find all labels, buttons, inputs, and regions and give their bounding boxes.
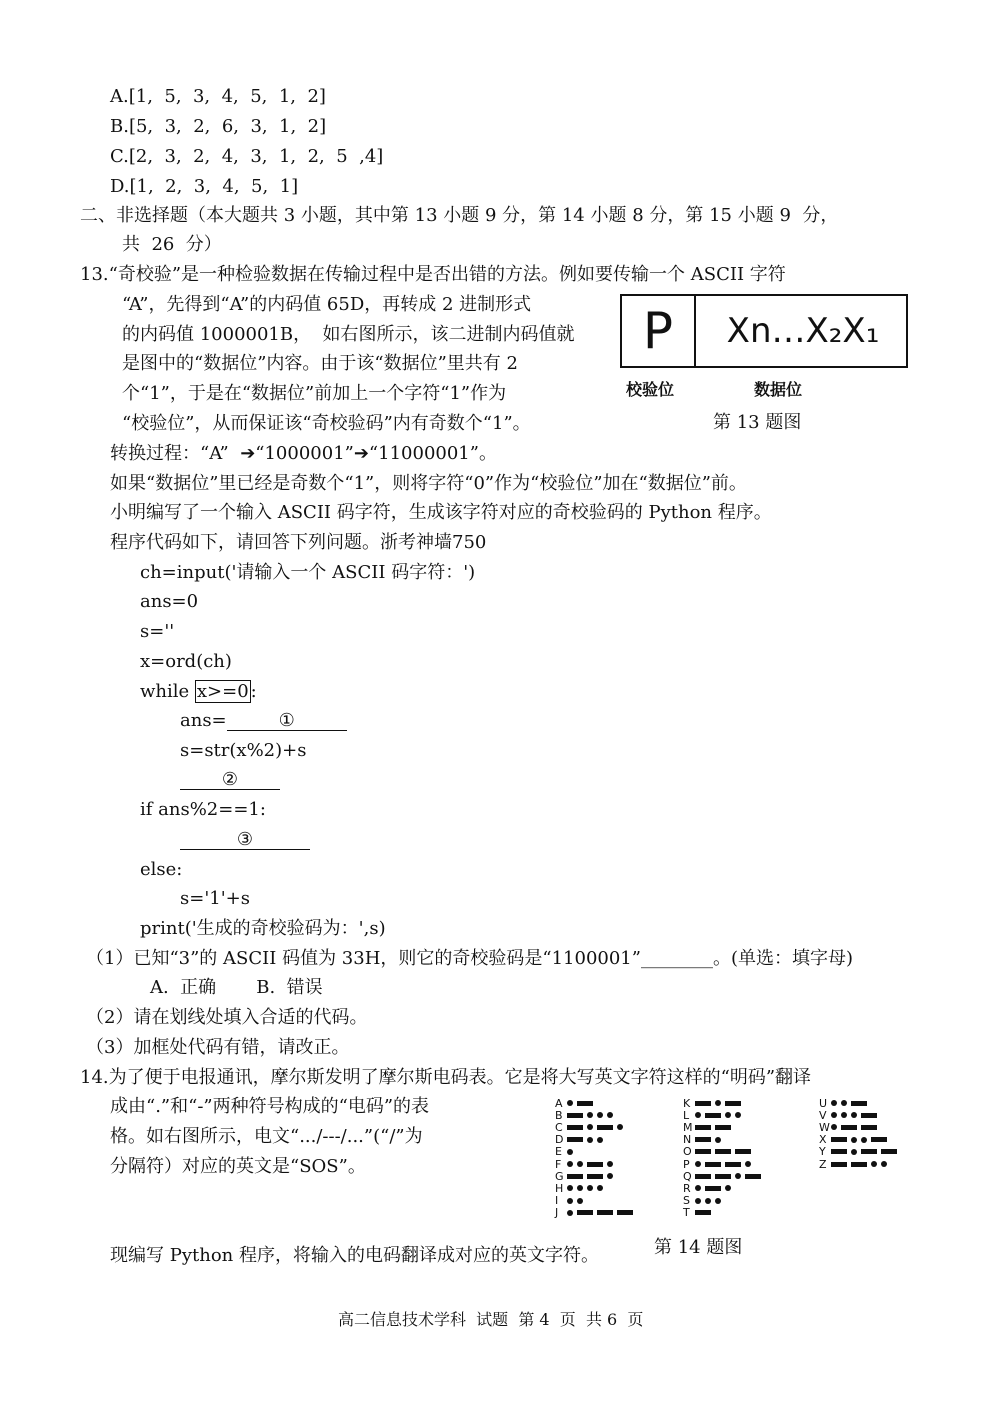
- morse-dot: [567, 1198, 573, 1204]
- morse-dot: [851, 1149, 857, 1155]
- data-bit-label: 数据位: [754, 380, 803, 399]
- morse-letter: Z: [819, 1157, 827, 1171]
- morse-dot: [695, 1185, 701, 1191]
- morse-row-m: [683, 1121, 735, 1133]
- q13-sub-1-options: A. 正确 B. 错误: [150, 977, 323, 998]
- morse-letter: B: [555, 1108, 563, 1122]
- parity-bit-cell: P: [622, 296, 696, 366]
- morse-row-b: [555, 1109, 617, 1121]
- morse-dot: [725, 1112, 731, 1118]
- morse-letter: V: [819, 1108, 827, 1122]
- option-a: A.[1, 5, 3, 4, 5, 1, 2]: [110, 86, 326, 107]
- morse-dash: [567, 1174, 583, 1179]
- morse-dash: [831, 1137, 847, 1142]
- morse-dot: [597, 1185, 603, 1191]
- morse-dash: [851, 1162, 867, 1167]
- figure-14-caption: 第 14 题图: [654, 1237, 743, 1258]
- morse-row-q: [683, 1170, 765, 1182]
- morse-dot: [567, 1100, 573, 1106]
- morse-dot: [725, 1185, 731, 1191]
- ans-assign-text: ans=: [180, 710, 227, 731]
- morse-row-o: [683, 1146, 755, 1158]
- morse-row-j: [555, 1207, 637, 1219]
- morse-row-z: [819, 1158, 891, 1170]
- morse-letter: N: [683, 1133, 692, 1147]
- morse-letter: D: [555, 1133, 564, 1147]
- morse-dot: [607, 1161, 613, 1167]
- section-heading-cont: 共 26 分）: [122, 234, 222, 255]
- morse-dash: [695, 1125, 711, 1130]
- code-line-blank-3: [180, 829, 310, 851]
- morse-dot: [567, 1185, 573, 1191]
- morse-dash: [841, 1125, 857, 1130]
- morse-dot: [587, 1112, 593, 1118]
- morse-dash: [597, 1125, 613, 1130]
- morse-row-g: [555, 1170, 617, 1182]
- morse-dot: [577, 1161, 583, 1167]
- morse-row-u: [819, 1097, 871, 1109]
- page-footer: 高二信息技术学科 试题 第 4 页 共 6 页: [338, 1310, 644, 1329]
- morse-dot: [597, 1137, 603, 1143]
- morse-letter: X: [819, 1133, 827, 1147]
- morse-dot: [735, 1173, 741, 1179]
- q14-line-5: 现编写 Python 程序，将输入的电码翻译成对应的英文字符。: [110, 1245, 599, 1266]
- parity-figure: [620, 294, 908, 368]
- morse-row-x: [819, 1134, 891, 1146]
- morse-dash: [725, 1101, 741, 1106]
- morse-dash: [695, 1149, 711, 1154]
- morse-dash: [861, 1125, 877, 1130]
- morse-letter: Q: [683, 1169, 692, 1183]
- morse-dash: [695, 1174, 711, 1179]
- data-bits-cell: Xn…X₂X₁: [726, 311, 880, 351]
- morse-dot: [587, 1124, 593, 1130]
- morse-dot: [831, 1124, 837, 1130]
- morse-letter: H: [555, 1181, 564, 1195]
- morse-dash: [695, 1101, 711, 1106]
- morse-dash: [831, 1149, 847, 1154]
- morse-dash: [567, 1137, 583, 1142]
- morse-dot: [617, 1124, 623, 1130]
- morse-dot: [587, 1137, 593, 1143]
- morse-row-y: [819, 1146, 901, 1158]
- morse-dot: [745, 1161, 751, 1167]
- morse-dot: [695, 1161, 701, 1167]
- code-line-ans-assign: [180, 710, 347, 732]
- morse-dot: [881, 1161, 887, 1167]
- q13-sub-3: （3）加框处代码有错，请改正。: [86, 1037, 350, 1058]
- morse-row-w: [819, 1121, 881, 1133]
- morse-row-f: [555, 1158, 617, 1170]
- morse-letter: F: [555, 1157, 562, 1171]
- morse-dash: [567, 1125, 583, 1130]
- q14-line-2: 成由“.”和“-”两种符号构成的“电码”的表: [110, 1096, 430, 1117]
- morse-dot: [831, 1112, 837, 1118]
- morse-dash: [577, 1101, 593, 1106]
- morse-letter: W: [819, 1120, 830, 1134]
- q13-line-5: 个“1”，于是在“数据位”前加上一个字符“1”作为: [122, 383, 507, 404]
- option-c: C.[2, 3, 2, 4, 3, 1, 2, 5 ,4]: [110, 146, 384, 167]
- morse-dot: [841, 1100, 847, 1106]
- morse-dot: [871, 1161, 877, 1167]
- morse-dot: [607, 1112, 613, 1118]
- q13-line-3: 的内码值 1000001B， 如右图所示，该二进制内码值就: [122, 324, 575, 345]
- morse-letter: G: [555, 1169, 564, 1183]
- q13-line-7: 如果“数据位”里已经是奇数个“1”，则将字符“0”作为“校验位”加在“数据位”前。: [110, 473, 747, 494]
- check-bit-label: 校验位: [626, 380, 675, 399]
- figure-13-caption: 第 13 题图: [713, 412, 802, 433]
- option-d: D.[1, 2, 3, 4, 5, 1]: [110, 176, 299, 197]
- morse-letter: J: [555, 1206, 559, 1220]
- morse-dash: [705, 1113, 721, 1118]
- q13-line-1: 13.“奇校验”是一种检验数据在传输过程中是否出错的方法。例如要传输一个 ASCII 字符: [80, 264, 786, 285]
- morse-row-s: [683, 1195, 725, 1207]
- morse-dash: [587, 1174, 603, 1179]
- morse-dash: [695, 1137, 711, 1142]
- blank-3: ③: [180, 829, 310, 850]
- while-colon: :: [250, 681, 257, 702]
- q13-sub-1: （1）已知“3”的 ASCII 码值为 33H，则它的奇校验码是“1100001”________。(单选：填字母): [86, 948, 854, 969]
- morse-dash: [597, 1210, 613, 1215]
- code-line-str: s=str(x%2)+s: [180, 740, 307, 761]
- code-line-print: print('生成的奇校验码为：',s): [140, 918, 386, 939]
- morse-dash: [567, 1113, 583, 1118]
- morse-letter: C: [555, 1120, 563, 1134]
- blank-2: ②: [180, 769, 280, 790]
- code-line-else: else:: [140, 859, 183, 880]
- morse-dot: [695, 1112, 701, 1118]
- morse-letter: R: [683, 1181, 691, 1195]
- morse-row-c: [555, 1121, 627, 1133]
- q14-line-1: 14.为了便于电报通讯，摩尔斯发明了摩尔斯电码表。它是将大写英文字符这样的“明码”翻译: [80, 1067, 812, 1088]
- q13-line-2: “A”，先得到“A”的内码值 65D，再转成 2 进制形式: [122, 294, 532, 315]
- q13-conversion: 转换过程：“A” ➔“1000001”➔“11000001”。: [110, 443, 497, 464]
- morse-dash: [745, 1174, 761, 1179]
- morse-row-p: [683, 1158, 755, 1170]
- morse-dash: [851, 1101, 867, 1106]
- morse-letter: P: [683, 1157, 690, 1171]
- morse-letter: M: [683, 1120, 693, 1134]
- morse-letter: S: [683, 1194, 690, 1208]
- morse-dot: [715, 1198, 721, 1204]
- morse-dot: [735, 1112, 741, 1118]
- q13-line-8: 小明编写了一个输入 ASCII 码字符，生成该字符对应的奇校验码的 Python 程序。: [110, 502, 772, 523]
- morse-dot: [861, 1137, 867, 1143]
- morse-row-t: [683, 1207, 715, 1219]
- morse-dash: [861, 1113, 877, 1118]
- morse-dot: [715, 1137, 721, 1143]
- morse-dot: [567, 1161, 573, 1167]
- morse-letter: L: [683, 1108, 690, 1122]
- morse-row-r: [683, 1182, 735, 1194]
- morse-row-a: [555, 1097, 597, 1109]
- morse-dash: [871, 1137, 887, 1142]
- morse-dot: [577, 1185, 583, 1191]
- q13-sub-2: （2）请在划线处填入合适的代码。: [86, 1007, 368, 1028]
- blank-1: ①: [227, 710, 347, 731]
- morse-row-n: [683, 1134, 725, 1146]
- morse-letter: U: [819, 1096, 828, 1110]
- code-line-ord: x=ord(ch): [140, 651, 232, 672]
- morse-dash: [705, 1162, 721, 1167]
- morse-dot: [587, 1185, 593, 1191]
- q13-line-4: 是图中的“数据位”内容。由于该“数据位”里共有 2: [122, 353, 518, 374]
- morse-dot: [851, 1112, 857, 1118]
- morse-dash: [831, 1162, 847, 1167]
- morse-letter: A: [555, 1096, 563, 1110]
- morse-letter: O: [683, 1145, 692, 1159]
- code-line-blank-2: [180, 769, 280, 791]
- morse-dash: [881, 1149, 897, 1154]
- morse-dash: [735, 1149, 751, 1154]
- morse-dot: [695, 1198, 701, 1204]
- morse-dash: [715, 1149, 731, 1154]
- code-line-s-prefix: s='1'+s: [180, 888, 250, 909]
- code-line-input: ch=input('请输入一个 ASCII 码字符：'): [140, 562, 476, 583]
- morse-dot: [705, 1198, 711, 1204]
- code-line-s: s='': [140, 621, 175, 642]
- morse-dot: [577, 1198, 583, 1204]
- morse-dot: [851, 1137, 857, 1143]
- code-line-while: [140, 681, 257, 703]
- morse-dot: [597, 1112, 603, 1118]
- morse-row-h: [555, 1182, 607, 1194]
- morse-row-e: [555, 1146, 577, 1158]
- morse-dash: [861, 1149, 877, 1154]
- morse-dot: [831, 1100, 837, 1106]
- morse-dash: [705, 1186, 721, 1191]
- code-line-if: if ans%2==1:: [140, 799, 266, 820]
- morse-letter: E: [555, 1145, 562, 1159]
- morse-dash: [617, 1210, 633, 1215]
- q14-line-3: 格。如右图所示，电文“.../---/...”(“/”为: [110, 1126, 423, 1147]
- morse-dash: [577, 1210, 593, 1215]
- while-keyword: while: [140, 681, 195, 702]
- morse-dash: [715, 1125, 731, 1130]
- code-line-ans: ans=0: [140, 591, 199, 612]
- morse-letter: K: [683, 1096, 691, 1110]
- morse-row-v: [819, 1109, 881, 1121]
- morse-row-i: [555, 1195, 587, 1207]
- q13-line-6: “校验位”，从而保证该“奇校验码”内有奇数个“1”。: [122, 413, 531, 434]
- q13-line-9: 程序代码如下，请回答下列问题。浙考神墙750: [110, 532, 487, 553]
- morse-row-k: [683, 1097, 745, 1109]
- morse-dot: [567, 1210, 573, 1216]
- morse-dash: [715, 1174, 731, 1179]
- section-heading: 二、非选择题（本大题共 3 小题，其中第 13 小题 9 分，第 14 小题 8 分，第 15 小题 9 分，: [80, 205, 839, 226]
- morse-dot: [715, 1100, 721, 1106]
- morse-letter: I: [555, 1194, 559, 1208]
- morse-letter: T: [683, 1206, 690, 1220]
- boxed-condition: x>=0: [196, 681, 249, 702]
- morse-dot: [567, 1149, 573, 1155]
- morse-row-d: [555, 1134, 607, 1146]
- morse-letter: Y: [819, 1145, 826, 1159]
- morse-dot: [841, 1112, 847, 1118]
- option-b: B.[5, 3, 2, 6, 3, 1, 2]: [110, 116, 327, 137]
- q14-line-4: 分隔符）对应的英文是“SOS”。: [110, 1156, 366, 1177]
- morse-dot: [607, 1173, 613, 1179]
- morse-dash: [695, 1210, 711, 1215]
- morse-dash: [725, 1162, 741, 1167]
- morse-dash: [587, 1162, 603, 1167]
- morse-row-l: [683, 1109, 745, 1121]
